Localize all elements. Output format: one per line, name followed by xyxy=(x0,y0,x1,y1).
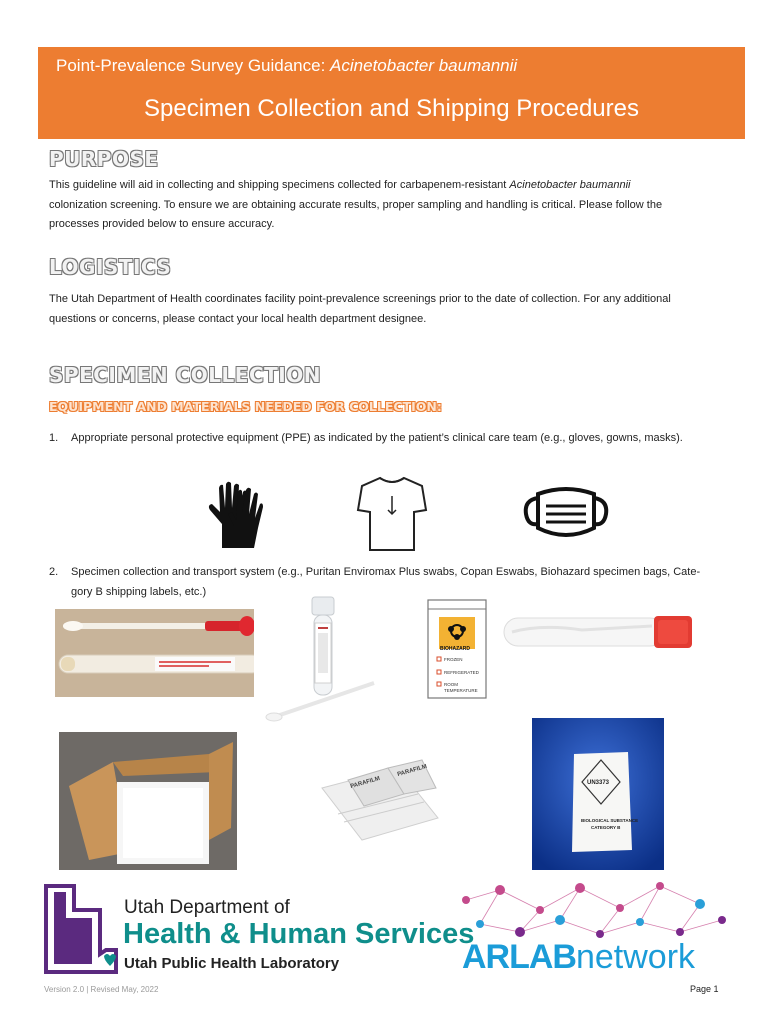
banner-organism: Acinetobacter baumannii xyxy=(330,56,518,75)
footer-version: Version 2.0 | Revised May, 2022 xyxy=(44,985,159,994)
parafilm-label: PARAFILM xyxy=(396,763,428,779)
arlab-network-logo xyxy=(462,938,695,977)
logo-uphl-line: Utah Public Health Laboratory xyxy=(124,955,340,972)
purpose-line-1 xyxy=(49,176,662,196)
list-item xyxy=(49,429,739,449)
page-title: Specimen Collection and Shipping Procedures xyxy=(144,95,639,122)
logo-hhs-line: Health & Human Services xyxy=(123,918,475,950)
network-text: network xyxy=(575,938,696,976)
list-item-number: 1. xyxy=(49,432,59,444)
list-item-number: 2. xyxy=(49,566,59,578)
purpose-organism: Acinetobacter baumannii xyxy=(509,179,631,191)
transport-tube-photo xyxy=(502,610,698,654)
header-banner xyxy=(38,47,745,139)
equipment-subheading: EQUIPMENT AND MATERIALS NEEDED FOR COLLECTION: xyxy=(49,399,442,414)
logistics-line-2: questions or concerns, please contact your local health department designee. xyxy=(49,312,427,325)
purpose-line-1-text: This guideline will aid in collecting and shipping specimens collected for carbapenem-resistant xyxy=(49,179,510,191)
parafilm-label: PARAFILM xyxy=(349,775,381,791)
eswab-photo xyxy=(254,593,394,733)
banner-subtitle xyxy=(56,56,517,76)
purpose-line-3: processes provided below to ensure accuracy. xyxy=(49,218,275,230)
gown-icon xyxy=(356,474,428,554)
list-item xyxy=(49,563,739,603)
purpose-line-2: colonization screening. To ensure we are obtaining accurate results, proper sampling and handling is critical. Please follow the xyxy=(49,198,663,211)
swab-kit-photo xyxy=(55,609,269,697)
un-code: UN3373 xyxy=(587,780,610,786)
biohazard-option: ROOM TEMPERATURE xyxy=(444,682,478,693)
utah-state-icon xyxy=(44,884,118,974)
logo-dept-line: Utah Department of xyxy=(124,897,290,918)
un-line-1: BIOLOGICAL SUBSTANCE xyxy=(581,818,639,823)
shipping-box-photo xyxy=(59,732,237,870)
arlab-text: ARLAB xyxy=(462,938,576,976)
un3373-box-photo xyxy=(532,718,664,870)
un-line-2: CATEGORY B xyxy=(591,825,621,830)
banner-subtitle-prefix: Point-Prevalence Survey Guidance: xyxy=(56,56,331,75)
network-graphic-icon xyxy=(460,880,730,942)
purpose-paragraph xyxy=(49,176,662,235)
mask-icon xyxy=(522,484,610,544)
purpose-heading: PURPOSE xyxy=(49,147,159,171)
list-item-text: Appropriate personal protective equipment (PPE) as indicated by the patient’s clinical care team (e.g., gloves, gowns, masks). xyxy=(71,432,683,444)
parafilm-photo xyxy=(318,748,442,844)
logistics-paragraph xyxy=(49,290,671,329)
logistics-heading: LOGISTICS xyxy=(49,255,172,279)
biohazard-label: BIOHAZARD xyxy=(440,646,470,652)
biohazard-option: REFRIGERATED xyxy=(444,670,479,675)
list-item-text-line-2: gory B shipping labels, etc.) xyxy=(71,585,207,598)
page-number: Page 1 xyxy=(690,984,719,994)
list-item-text-line-1: Specimen collection and transport system (e.g., Puritan Enviromax Plus swabs, Copan Eswabs, Biohazard specimen bags, Cate- xyxy=(71,566,701,578)
specimen-collection-heading: SPECIMEN COLLECTION xyxy=(49,363,321,387)
biohazard-option: FROZEN xyxy=(444,657,463,662)
gloves-icon xyxy=(204,478,266,550)
logistics-line-1: The Utah Department of Health coordinates facility point-prevalence screenings prior to the date of collection. For any additional xyxy=(49,293,671,305)
